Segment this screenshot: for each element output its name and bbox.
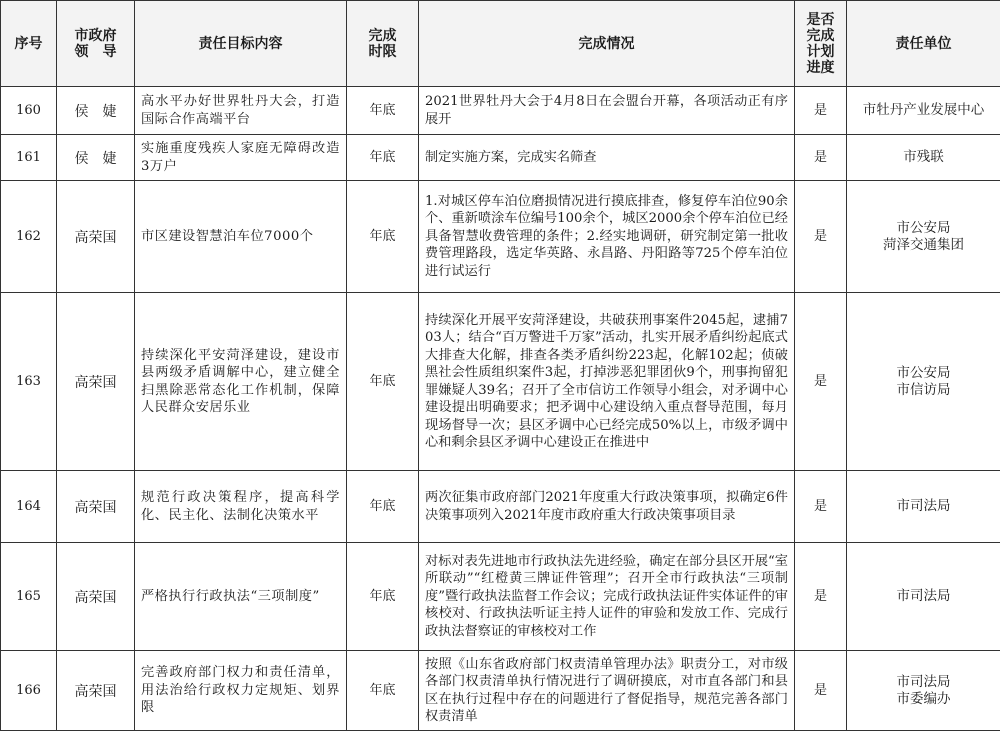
row-on-track: 是 <box>795 471 847 543</box>
row-goal: 完善政府部门权力和责任清单，用法治给行政权力定规矩、划界限 <box>135 651 347 731</box>
header-status: 完成情况 <box>419 1 795 87</box>
row-on-track: 是 <box>795 87 847 135</box>
row-deadline: 年底 <box>347 181 419 293</box>
row-on-track: 是 <box>795 135 847 181</box>
row-leader: 高荣国 <box>57 181 135 293</box>
table-row <box>1 293 1000 471</box>
table-row <box>1 651 1000 731</box>
row-status: 按照《山东省政府部门权责清单管理办法》职责分工，对市级各部门权责清单执行情况进行了调研摸底，对市直各部门和县区在执行过程中存在的问题进行了督促指导，规范完善各部门权责清单 <box>419 651 795 731</box>
table-row <box>1 181 1000 293</box>
row-leader: 高荣国 <box>57 471 135 543</box>
row-deadline: 年底 <box>347 135 419 181</box>
row-no: 166 <box>1 651 57 731</box>
row-deadline: 年底 <box>347 293 419 471</box>
row-leader: 高荣国 <box>57 293 135 471</box>
row-unit: 市牡丹产业发展中心 <box>847 87 1000 135</box>
row-unit: 市司法局 <box>847 471 1000 543</box>
row-status: 对标对表先进地市行政执法先进经验，确定在部分县区开展“室所联动”“红橙黄三牌证件管理”；召开全市行政执法“三项制度”暨行政执法监督工作会议；完成行政执法证件实体证件的审核校对、行政执法听证主持人证件的审验和发放工作、完成行政执法督察证的审核校对工作 <box>419 543 795 651</box>
row-leader: 高荣国 <box>57 543 135 651</box>
header-row <box>1 1 1000 87</box>
row-unit: 市公安局 菏泽交通集团 <box>847 181 1000 293</box>
row-unit: 市司法局 市委编办 <box>847 651 1000 731</box>
header-no: 序号 <box>1 1 57 87</box>
row-status: 1.对城区停车泊位磨损情况进行摸底排查，修复停车泊位90余个、重新喷涂车位编号100余个，城区2000余个停车泊位已经具备智慧收费管理的条件；2.经实地调研，研究制定第一批收费管理路段，选定华英路、永昌路、丹阳路等725个停车泊位进行试运行 <box>419 181 795 293</box>
row-no: 162 <box>1 181 57 293</box>
header-on-track: 是否 完成 计划 进度 <box>795 1 847 87</box>
row-on-track: 是 <box>795 293 847 471</box>
row-leader: 侯 婕 <box>57 135 135 181</box>
row-no: 164 <box>1 471 57 543</box>
row-unit: 市公安局 市信访局 <box>847 293 1000 471</box>
row-no: 165 <box>1 543 57 651</box>
table-row <box>1 87 1000 135</box>
row-unit: 市残联 <box>847 135 1000 181</box>
row-deadline: 年底 <box>347 471 419 543</box>
row-status: 持续深化开展平安菏泽建设，共破获刑事案件2045起，逮捕703人；结合“百万警进千万家”活动，扎实开展矛盾纠纷起底式大排查大化解，排查各类矛盾纠纷223起，化解102起；侦破黑社会性质组织案件3起，打掉涉恶犯罪团伙9个，刑事拘留犯罪嫌疑人39名；召开了全市信访工作领导小组会，对矛调中心建设提出明确要求；把矛调中心建设纳入重点督导范围，每月现场督导一次；县区矛调中心已经完成50%以上，市级矛调中心和剩余县区矛调中心建设正在推进中 <box>419 293 795 471</box>
header-deadline: 完成 时限 <box>347 1 419 87</box>
row-status: 2021世界牡丹大会于4月8日在会盟台开幕，各项活动正有序展开 <box>419 87 795 135</box>
row-goal: 规范行政决策程序，提高科学化、民主化、法制化决策水平 <box>135 471 347 543</box>
row-unit: 市司法局 <box>847 543 1000 651</box>
row-goal: 实施重度残疾人家庭无障碍改造3万户 <box>135 135 347 181</box>
table-row <box>1 135 1000 181</box>
row-goal: 严格执行行政执法“三项制度” <box>135 543 347 651</box>
row-goal: 持续深化平安菏泽建设，建设市县两级矛盾调解中心，建立健全扫黑除恶常态化工作机制，保障人民群众安居乐业 <box>135 293 347 471</box>
row-on-track: 是 <box>795 543 847 651</box>
row-deadline: 年底 <box>347 543 419 651</box>
row-leader: 高荣国 <box>57 651 135 731</box>
row-goal: 市区建设智慧泊车位7000个 <box>135 181 347 293</box>
header-goal: 责任目标内容 <box>135 1 347 87</box>
row-deadline: 年底 <box>347 651 419 731</box>
row-status: 两次征集市政府部门2021年度重大行政决策事项，拟确定6件决策事项列入2021年度市政府重大行政决策事项目录 <box>419 471 795 543</box>
table-row <box>1 471 1000 543</box>
table-row <box>1 543 1000 651</box>
row-deadline: 年底 <box>347 87 419 135</box>
row-on-track: 是 <box>795 651 847 731</box>
header-leader: 市政府 领 导 <box>57 1 135 87</box>
row-no: 160 <box>1 87 57 135</box>
row-no: 163 <box>1 293 57 471</box>
row-status: 制定实施方案，完成实名筛查 <box>419 135 795 181</box>
row-goal: 高水平办好世界牡丹大会，打造国际合作高端平台 <box>135 87 347 135</box>
row-on-track: 是 <box>795 181 847 293</box>
row-no: 161 <box>1 135 57 181</box>
row-leader: 侯 婕 <box>57 87 135 135</box>
header-unit: 责任单位 <box>847 1 1000 87</box>
